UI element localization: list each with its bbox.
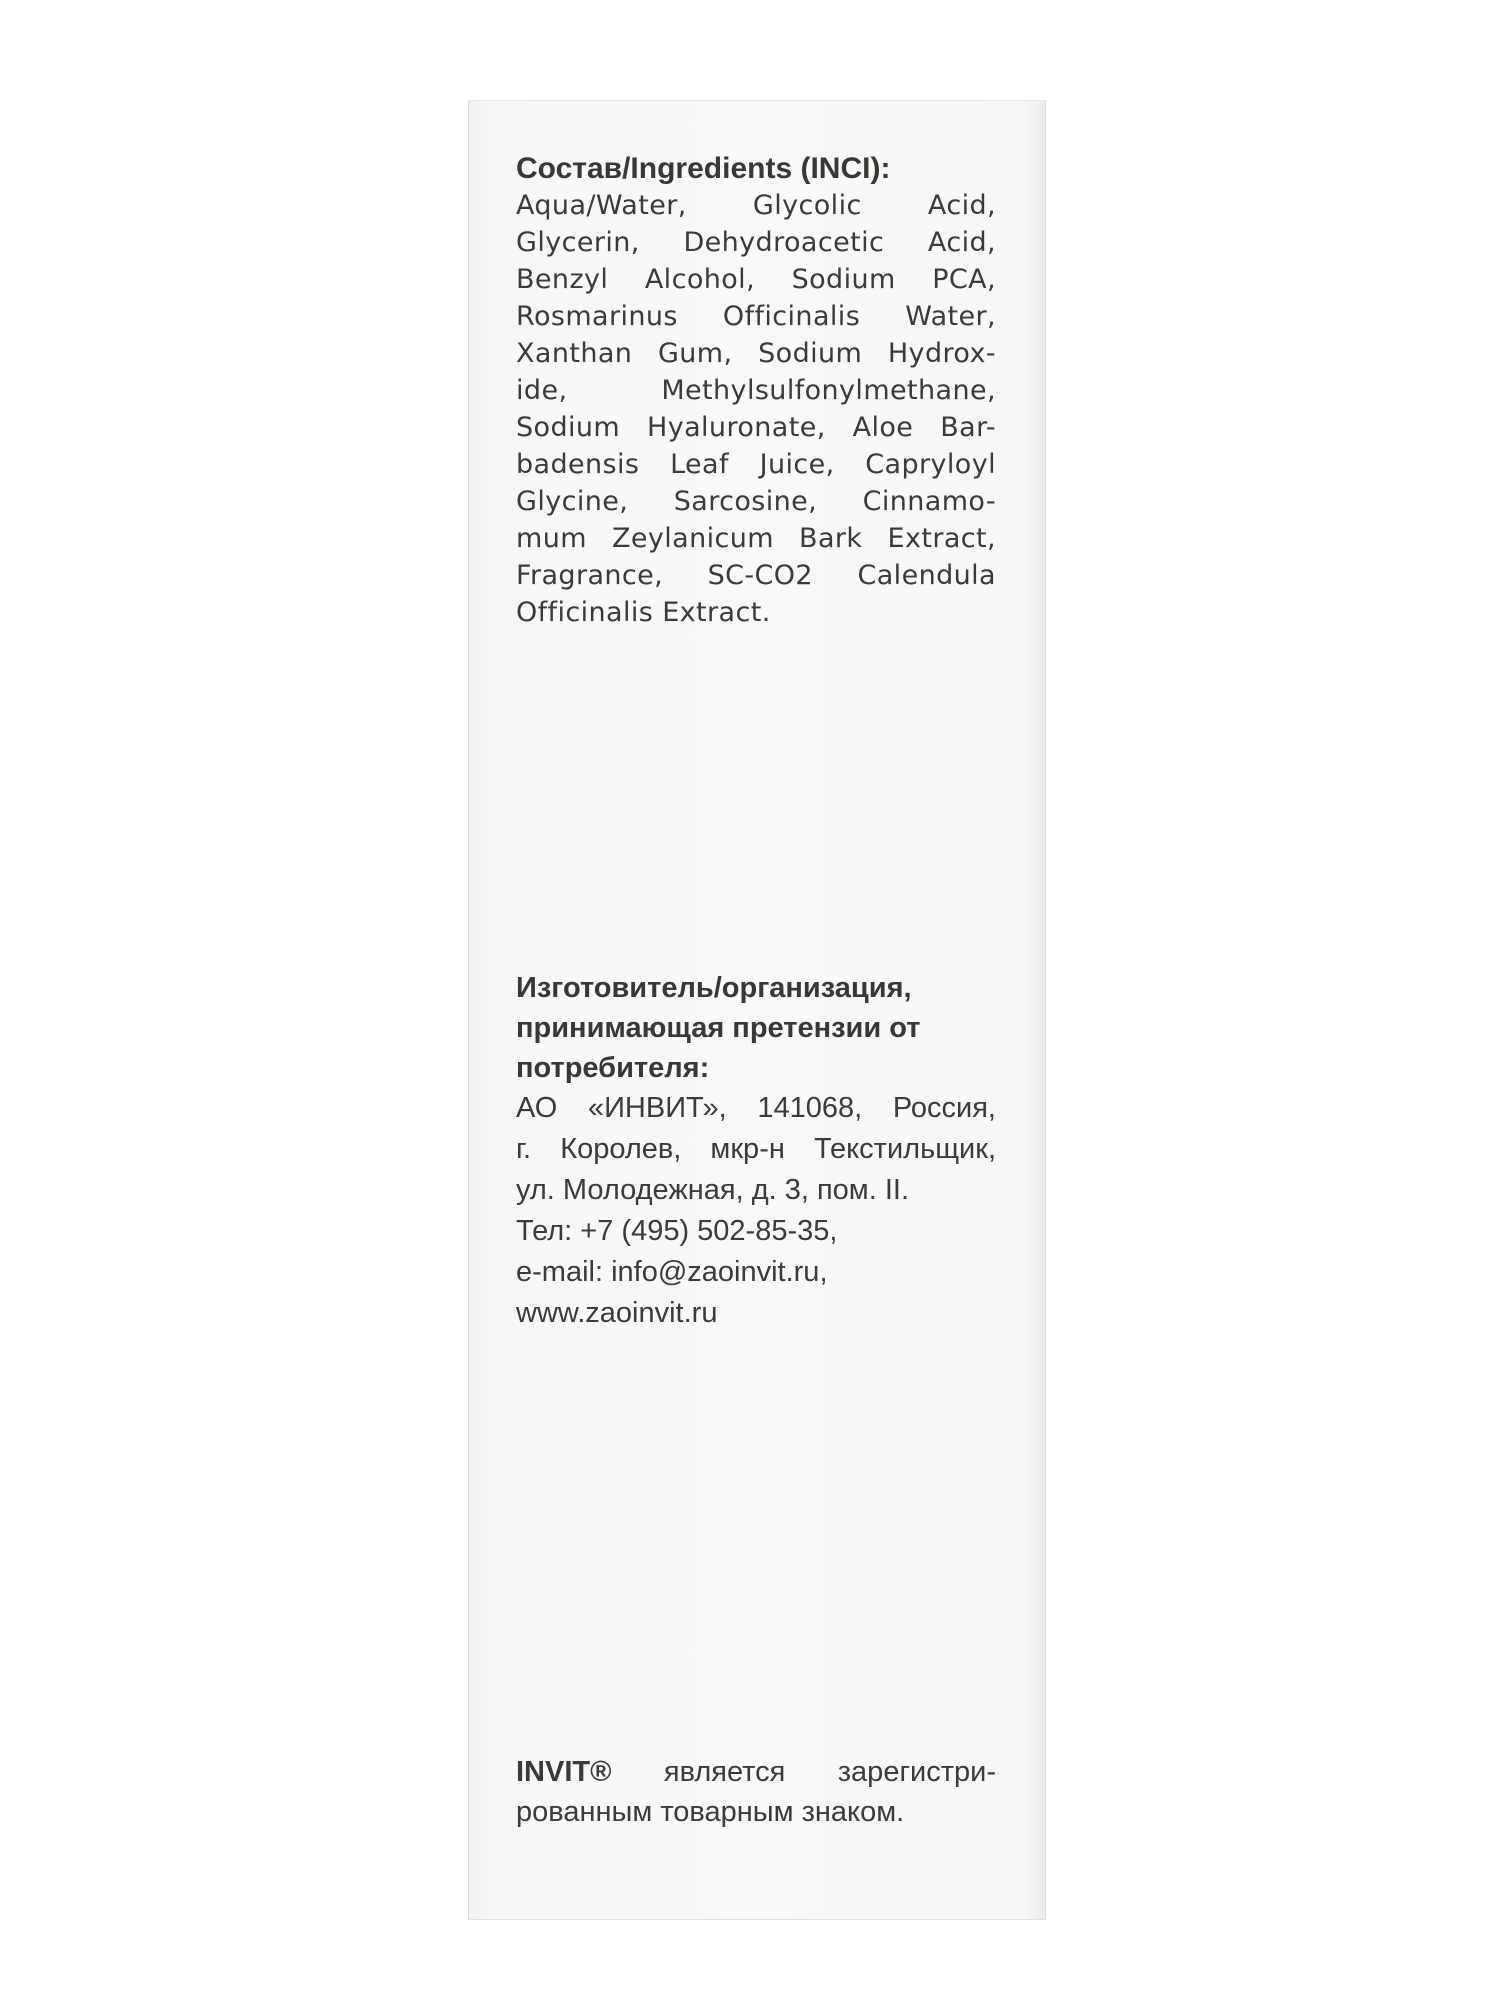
ingredients-section (516, 150, 996, 631)
ingredients-line: mum Zeylanicum Bark Extract, (516, 523, 996, 554)
manufacturer-website: www.zaoinvit.ru (516, 1297, 718, 1329)
ingredients-line: Fragrance, SC-CO2 Calendula (516, 560, 996, 591)
ingredients-line: Rosmarinus Officinalis Water, (516, 301, 996, 332)
trademark-text: является зарегистри- (611, 1756, 996, 1788)
manufacturer-address-line: АО «ИНВИТ», 141068, Россия, (516, 1092, 996, 1124)
manufacturer-heading-line: Изготовитель/организация, (516, 972, 912, 1004)
trademark-section (516, 1752, 996, 1832)
manufacturer-heading-line: потребителя: (516, 1052, 710, 1084)
ingredients-line: Glycerin, Dehydroacetic Acid, (516, 227, 996, 258)
ingredients-line: Aqua/Water, Glycolic Acid, (516, 190, 996, 221)
manufacturer-address-line: г. Королев, мкр-н Текстильщик, (516, 1133, 996, 1165)
ingredients-line: ide, Methylsulfonylmethane, (516, 375, 996, 406)
trademark-brand: INVIT® (516, 1756, 612, 1788)
ingredients-line: Officinalis Extract. (516, 597, 771, 628)
manufacturer-email: e-mail: info@zaoinvit.ru, (516, 1256, 828, 1288)
ingredients-line: Sodium Hyaluronate, Aloe Bar- (516, 412, 996, 443)
ingredients-line: Xanthan Gum, Sodium Hydrox- (516, 338, 996, 369)
ingredients-heading: Состав/Ingredients (INCI): (516, 152, 891, 185)
manufacturer-phone: Тел: +7 (495) 502-85-35, (516, 1215, 838, 1247)
ingredients-line: Glycine, Sarcosine, Cinnamo- (516, 486, 996, 517)
trademark-line (516, 1752, 996, 1792)
manufacturer-heading-line: принимающая претензии от (516, 1012, 921, 1044)
trademark-line: рованным товарным знаком. (516, 1796, 905, 1828)
ingredients-line: badensis Leaf Juice, Capryloyl (516, 449, 996, 480)
manufacturer-section (516, 968, 996, 1334)
manufacturer-address-line: ул. Молодежная, д. 3, пом. II. (516, 1174, 910, 1206)
ingredients-line: Benzyl Alcohol, Sodium PCA, (516, 264, 996, 295)
